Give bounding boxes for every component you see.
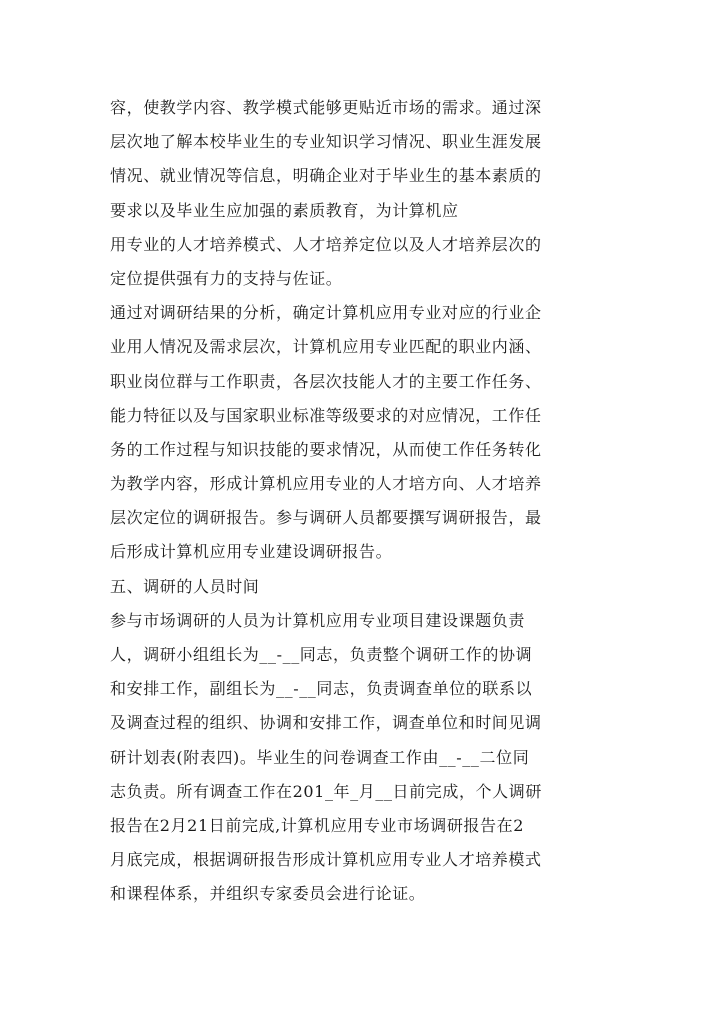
text-line: 情况、就业情况等信息，明确企业对于毕业生的基本素质的 bbox=[110, 166, 542, 186]
text-line: 务的工作过程与知识技能的要求情况，从而使工作任务转化 bbox=[110, 439, 542, 459]
text-line: 层次地了解本校毕业生的专业知识学习情况、职业生涯发展 bbox=[110, 132, 542, 152]
text-line: 及调查过程的组织、协调和安排工作，调查单位和时间见调 bbox=[110, 713, 542, 733]
text-line: 职业岗位群与工作职责，各层次技能人才的主要工作任务、 bbox=[110, 371, 542, 391]
text-line: 和课程体系，并组织专家委员会进行论证。 bbox=[110, 884, 426, 904]
section-heading: 五、调研的人员时间 bbox=[110, 576, 260, 596]
text-line: 后形成计算机应用专业建设调研报告。 bbox=[110, 542, 393, 562]
text-line: 为教学内容，形成计算机应用专业的人才培方向、人才培养 bbox=[110, 474, 542, 494]
text-line: 报告在2月21日前完成,计算机应用专业市场调研报告在2 bbox=[110, 815, 525, 835]
text-line: 研计划表(附表四)。毕业生的问卷调查工作由__-__二位同 bbox=[110, 747, 530, 767]
text-line: 月底完成，根据调研报告形成计算机应用专业人才培养模式 bbox=[110, 850, 542, 870]
text-line: 业用人情况及需求层次，计算机应用专业匹配的职业内涵、 bbox=[110, 337, 542, 357]
text-line: 人，调研小组组长为__-__同志，负责整个调研工作的协调 bbox=[110, 645, 533, 664]
text-line: 要求以及毕业生应加强的素质教育，为计算机应 bbox=[110, 200, 459, 220]
text-line: 层次定位的调研报告。参与调研人员都要撰写调研报告，最 bbox=[110, 508, 542, 528]
text-line: 和安排工作，副组长为__-__同志，负责调查单位的联系以 bbox=[110, 679, 533, 699]
text-line: 志负责。所有调查工作在201_年_月__日前完成，个人调研 bbox=[110, 781, 542, 801]
text-line: 参与市场调研的人员为计算机应用专业项目建设课题负责 bbox=[110, 610, 526, 630]
text-line: 通过对调研结果的分析，确定计算机应用专业对应的行业企 bbox=[110, 303, 542, 323]
document-body bbox=[110, 91, 620, 912]
text-line: 能力特征以及与国家职业标准等级要求的对应情况，工作任 bbox=[110, 405, 542, 425]
text-line: 容，使教学内容、教学模式能够更贴近市场的需求。通过深 bbox=[110, 98, 542, 117]
text-line: 定位提供强有力的支持与佐证。 bbox=[110, 268, 343, 288]
text-line: 用专业的人才培养模式、人才培养定位以及人才培养层次的 bbox=[110, 234, 542, 254]
